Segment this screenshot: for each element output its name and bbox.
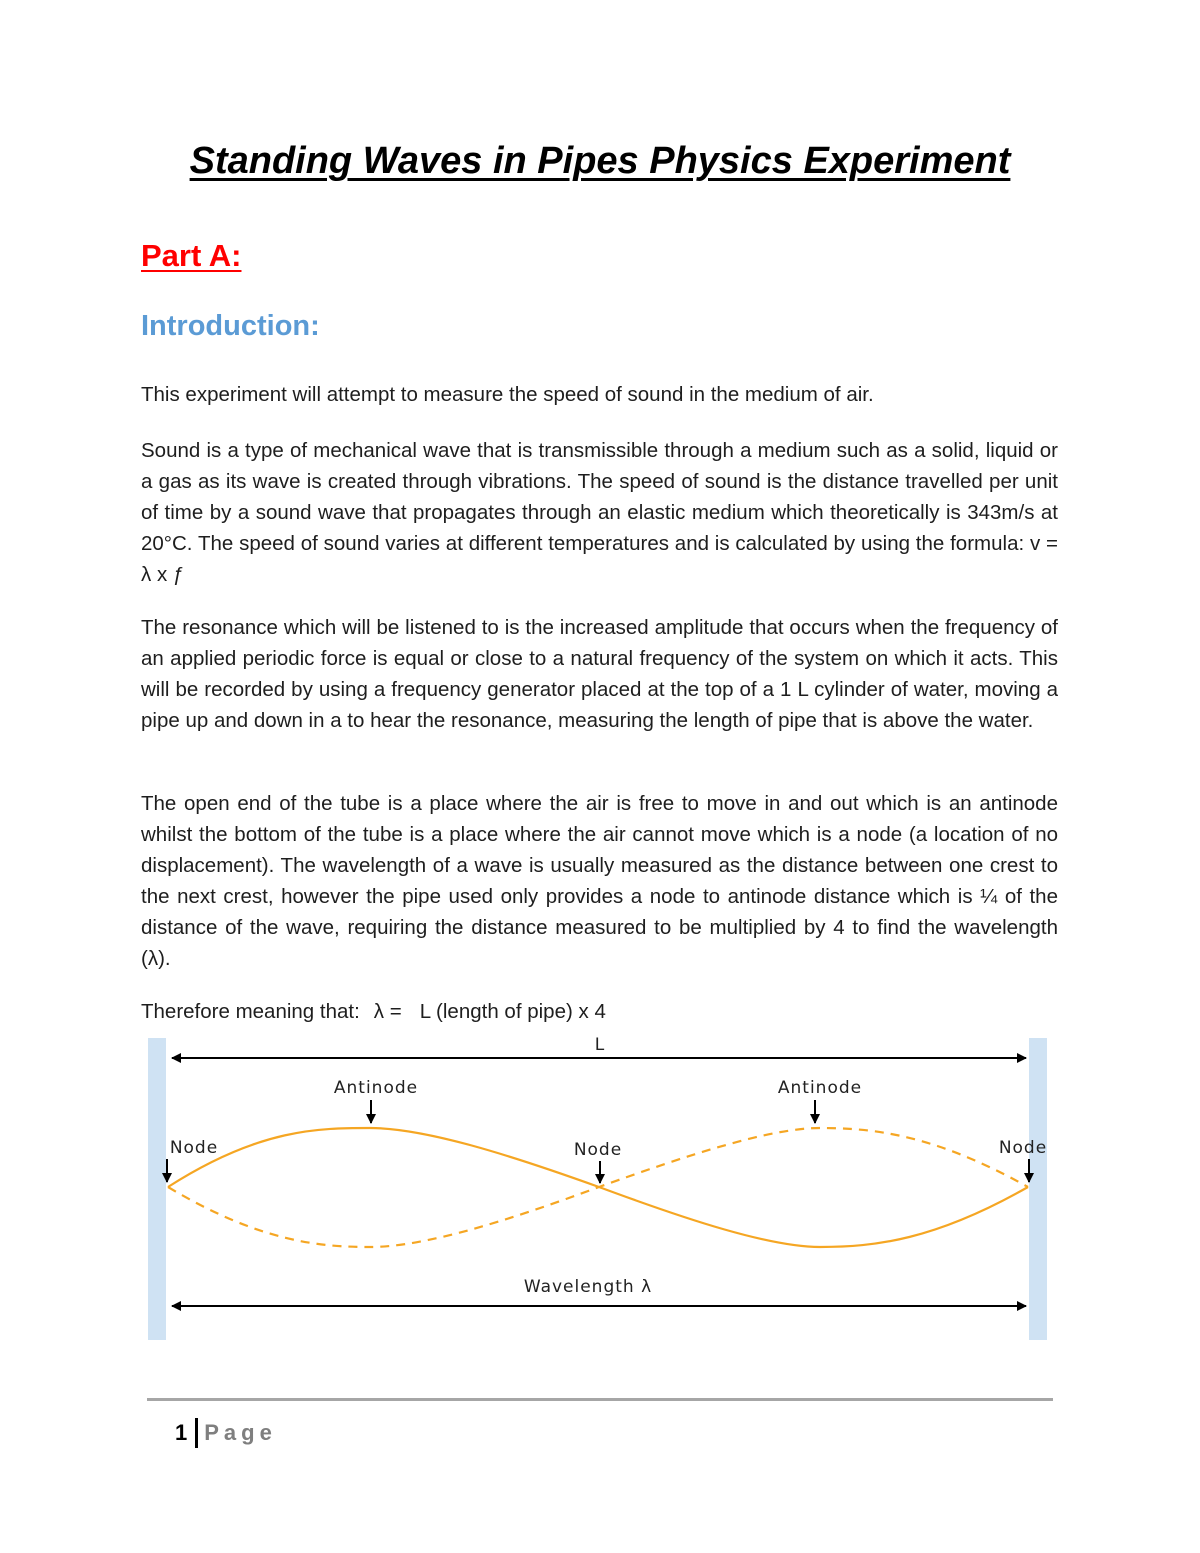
antinode-label-right: Antinode	[777, 1078, 863, 1098]
paragraph-2: Sound is a type of mechanical wave that is transmissible through a medium such as a solid, liquid or a gas as its wave is created through vibrations. The speed of sound is the distance travelled per unit of time by a sound wave that propagates through an elastic medium which theoretically is 343m/s at 20°C. The speed of sound varies at different temperatures and is calculated by using the formula: v = λ x ƒ	[141, 439, 1058, 586]
node-label-right: Node	[998, 1138, 1048, 1158]
page-footer	[175, 1418, 277, 1448]
paragraph-3: The resonance which will be listened to is the increased amplitude that occurs when the frequency of an applied periodic force is equal or close to a natural frequency of the system on which it acts. This will be recorded by using a frequency generator placed at the top of a 1 L cylinder of water, moving a pipe up and down in a to hear the resonance, measuring the length of pipe that is above the water.	[141, 616, 1058, 732]
node-label-center: Node	[573, 1140, 623, 1160]
page-number: 1	[175, 1420, 188, 1445]
footer-separator	[195, 1418, 198, 1448]
formula-line	[141, 996, 1058, 1027]
wavelength-label: Wavelength λ	[523, 1277, 653, 1297]
formula-lhs: λ =	[373, 1000, 402, 1023]
length-label: L	[594, 1035, 606, 1055]
formula-rhs: L (length of pipe) x 4	[419, 1000, 606, 1023]
document-title: Standing Waves in Pipes Physics Experiment	[189, 140, 1011, 182]
right-wall	[1029, 1038, 1047, 1340]
paragraph-1: This experiment will attempt to measure the speed of sound in the medium of air.	[141, 383, 874, 406]
left-wall	[148, 1038, 166, 1340]
footer-divider	[147, 1398, 1053, 1401]
introduction-heading: Introduction:	[141, 310, 320, 342]
node-label-left: Node	[169, 1138, 219, 1158]
antinode-label-left: Antinode	[333, 1078, 419, 1098]
part-heading: Part A:	[141, 238, 242, 273]
formula-lead: Therefore meaning that:	[141, 1000, 360, 1023]
paragraph-4: The open end of the tube is a place where the air is free to move in and out which is an antinode whilst the bottom of the tube is a place where the air cannot move which is a node (a location of no displacement). The wavelength of a wave is usually measured as the distance between one crest to the next crest, however the pipe used only provides a node to antinode distance which is ¼ of the distance of the wave, requiring the distance measured to be multiplied by 4 to find the wavelength (λ).	[141, 792, 1058, 970]
page-word: Page	[204, 1420, 277, 1445]
standing-wave-diagram	[140, 1030, 1060, 1350]
